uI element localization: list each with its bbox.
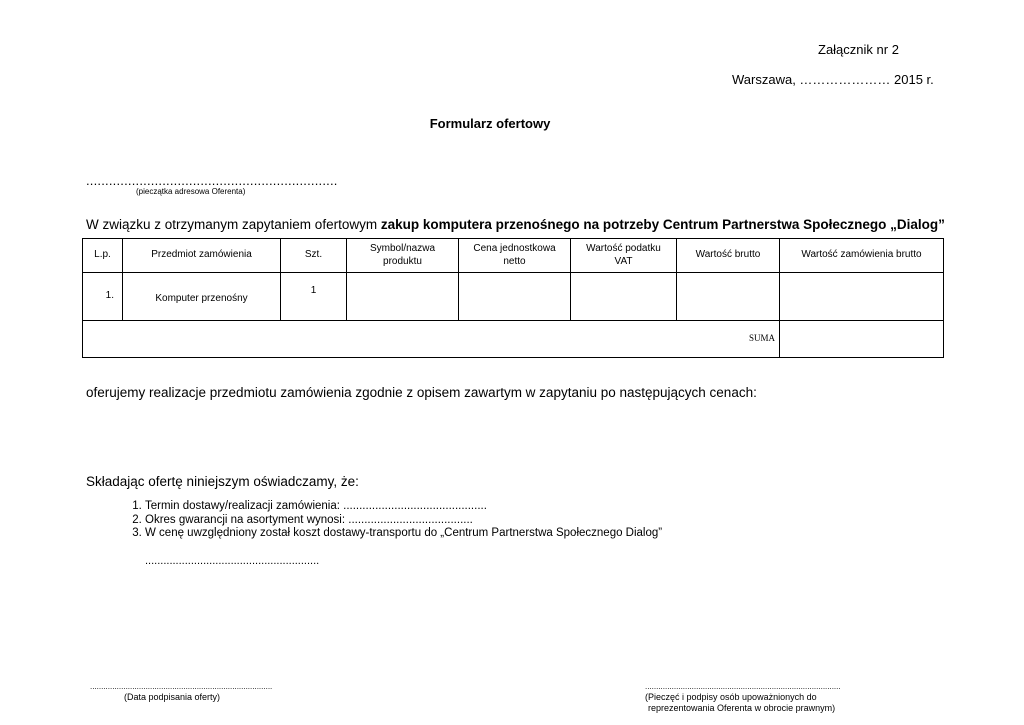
header-item: Przedmiot zamówienia — [123, 239, 281, 273]
header-unit-price — [459, 239, 571, 273]
declaration-list — [121, 500, 662, 541]
stamp-signature-caption — [645, 692, 845, 714]
header-symbol-line2: produktu — [383, 255, 422, 267]
annex-number: Załącznik nr 2 — [818, 42, 899, 57]
header-qty: Szt. — [281, 239, 347, 273]
header-symbol — [347, 239, 459, 273]
offer-statement: oferujemy realizacje przedmiotu zamówienia zgodnie z opisem zawartym w zapytaniu po następujących cenach: — [86, 385, 757, 400]
document-title: Formularz ofertowy — [429, 116, 551, 131]
header-lp: L.p. — [83, 239, 123, 273]
table-row — [83, 273, 944, 320]
stamp-signature-caption-line2: reprezentowania Oferenta w obrocie prawnym) — [648, 703, 836, 713]
declaration-lead: Składając ofertę niniejszym oświadczamy, że: — [86, 474, 359, 489]
header-vat-line2: VAT — [614, 255, 633, 267]
cell-order-gross — [780, 273, 944, 320]
stamp-signature-caption-line1: (Pieczęć i podpisy osób upoważnionych do — [645, 692, 817, 702]
cell-symbol — [347, 273, 459, 320]
place-and-date: Warszawa, ………………… 2015 r. — [732, 72, 934, 87]
intro-text: W związku z otrzymanym zapytaniem ofertowym — [86, 217, 381, 232]
declaration-item-transport: 3. W cenę uwzględniony został koszt dostawy-transportu do „Centrum Partnerstwa Społecznego Dialog” — [145, 527, 662, 541]
header-vat — [571, 239, 677, 273]
header-vat-line1: Wartość podatku — [586, 243, 661, 255]
header-order-gross: Wartość zamówienia brutto — [780, 239, 944, 273]
intro-paragraph — [86, 217, 945, 232]
declaration-item-delivery: 1. Termin dostawy/realizacji zamówienia: ............................................. — [145, 500, 662, 514]
date-signature-caption: (Data podpisania oferty) — [124, 692, 221, 702]
sum-label: SUMA — [83, 320, 780, 357]
table-sum-row — [83, 320, 944, 357]
intro-subject: zakup komputera przenośnego na potrzeby Centrum Partnerstwa Społecznego „Dialog” — [380, 217, 945, 232]
header-unit-price-line2: netto — [503, 255, 526, 267]
header-gross: Wartość brutto — [677, 239, 780, 273]
cell-item: Komputer przenośny — [123, 273, 281, 320]
header-symbol-line1: Symbol/nazwa — [369, 243, 436, 255]
header-unit-price-line1: Cena jednostkowa — [473, 243, 556, 255]
cell-gross — [677, 273, 780, 320]
offer-table — [82, 238, 944, 358]
stamp-signature-dotted-line: ........................................................................................ — [645, 682, 841, 691]
cell-qty: 1 — [281, 273, 347, 320]
declaration-dotted-line: ......................................................... — [145, 555, 320, 567]
cell-unit-price — [459, 273, 571, 320]
declaration-item-warranty: 2. Okres gwarancji na asortyment wynosi: ....................................... — [145, 514, 662, 528]
cell-vat — [571, 273, 677, 320]
date-signature-dotted-line: .................................................................................. — [90, 682, 273, 691]
sum-value — [780, 320, 944, 357]
stamp-dotted-line: .................................................................. — [86, 173, 338, 188]
stamp-caption: (pieczątka adresowa Oferenta) — [136, 187, 246, 196]
cell-lp: 1. — [83, 273, 123, 320]
table-header-row — [83, 239, 944, 273]
